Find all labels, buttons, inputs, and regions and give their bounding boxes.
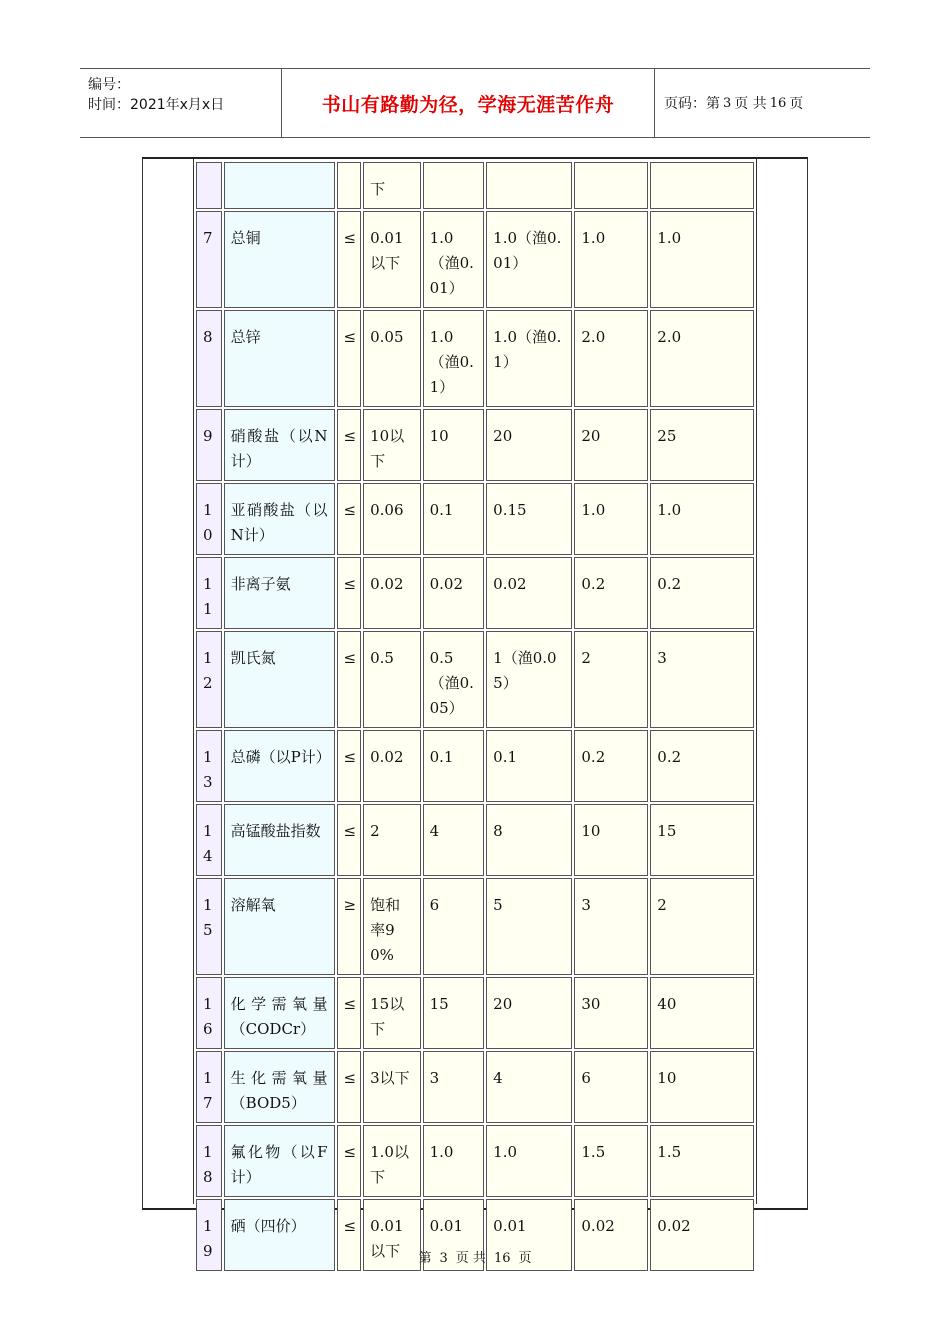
row-number: [196, 878, 222, 975]
code-label: 编号：: [88, 77, 130, 93]
class-2-value: 1.0（渔0.1）: [423, 310, 485, 407]
comparison-operator: ≤: [337, 977, 362, 1049]
page-mid: 页 共: [734, 96, 767, 112]
comparison-operator: [337, 162, 362, 209]
class-2-value: 4: [423, 804, 485, 876]
header-divider: [654, 69, 655, 137]
footer-page-total: 16: [493, 1251, 511, 1266]
page-prefix: 页码：第: [664, 96, 720, 112]
parameter-name: 化学需氧量（CODCr）: [224, 977, 335, 1049]
class-4-value: 1.5: [574, 1125, 648, 1197]
class-3-value: 0.1: [486, 730, 572, 802]
table-row: [196, 162, 754, 209]
class-4-value: 0.2: [574, 557, 648, 629]
table-row: [196, 1125, 754, 1197]
header-page-info: [664, 69, 803, 137]
table-row: [196, 631, 754, 728]
class-5-value: 2.0: [650, 310, 754, 407]
class-5-value: 0.02: [650, 1199, 754, 1271]
row-number: [196, 804, 222, 876]
class-1-value: 0.02: [363, 557, 420, 629]
class-5-value: [650, 162, 754, 209]
class-2-value: 0.02: [423, 557, 485, 629]
row-number: [196, 409, 222, 481]
class-1-value: 15以下: [363, 977, 420, 1049]
class-4-value: 0.02: [574, 1199, 648, 1271]
footer-prefix: 第: [418, 1251, 432, 1266]
comparison-operator: ≤: [337, 483, 362, 555]
table-row: [196, 310, 754, 407]
row-number-text: 11: [203, 575, 213, 618]
comparison-operator: ≤: [337, 310, 362, 407]
row-number-text: 14: [203, 822, 213, 865]
comparison-operator: ≤: [337, 1125, 362, 1197]
class-3-value: 1.0（渔0.1）: [486, 310, 572, 407]
comparison-operator: ≤: [337, 631, 362, 728]
parameter-name: 亚硝酸盐（以N计）: [224, 483, 335, 555]
class-4-value: 1.0: [574, 211, 648, 308]
row-number-text: 16: [203, 995, 213, 1038]
class-5-value: 25: [650, 409, 754, 481]
row-number-text: 13: [203, 748, 213, 791]
class-1-value: 10以下: [363, 409, 420, 481]
class-3-value: 0.02: [486, 557, 572, 629]
class-3-value: 1.0（渔0.01）: [486, 211, 572, 308]
row-number: [196, 977, 222, 1049]
class-1-value: 0.01以下: [363, 1199, 420, 1271]
class-1-value: 0.5: [363, 631, 420, 728]
row-number: [196, 162, 222, 209]
row-number: [196, 483, 222, 555]
class-5-value: 0.2: [650, 557, 754, 629]
footer-mid: 页 共: [455, 1251, 486, 1266]
date-line: 时间：2021年x月x日: [88, 97, 225, 113]
table-row: [196, 557, 754, 629]
class-4-value: 20: [574, 409, 648, 481]
class-3-value: 4: [486, 1051, 572, 1123]
table-row: [196, 211, 754, 308]
row-number-text: 15: [203, 896, 213, 939]
page-header: [80, 68, 870, 138]
parameter-name: 凯氏氮: [224, 631, 335, 728]
row-number: [196, 631, 222, 728]
class-4-value: 6: [574, 1051, 648, 1123]
class-5-value: 3: [650, 631, 754, 728]
table-row: [196, 878, 754, 975]
row-number: [196, 557, 222, 629]
row-number-text: 8: [203, 328, 213, 346]
row-number-text: 18: [203, 1143, 213, 1186]
footer-page-number: 3: [439, 1251, 448, 1266]
page-total: 16: [769, 95, 787, 111]
class-5-value: 15: [650, 804, 754, 876]
class-5-value: 40: [650, 977, 754, 1049]
class-4-value: 2: [574, 631, 648, 728]
class-4-value: 0.2: [574, 730, 648, 802]
class-2-value: 0.01: [423, 1199, 485, 1271]
class-2-value: 0.1: [423, 730, 485, 802]
comparison-operator: ≤: [337, 211, 362, 308]
class-1-value: 0.06: [363, 483, 420, 555]
table-row: [196, 1051, 754, 1123]
class-4-value: 2.0: [574, 310, 648, 407]
class-1-value: 1.0以下: [363, 1125, 420, 1197]
row-number-text: 10: [203, 501, 213, 544]
class-4-value: 10: [574, 804, 648, 876]
row-number: [196, 310, 222, 407]
parameter-name: 总铜: [224, 211, 335, 308]
class-3-value: 0.01: [486, 1199, 572, 1271]
header-meta: [88, 75, 278, 115]
comparison-operator: ≥: [337, 878, 362, 975]
class-2-value: 0.5（渔0.05）: [423, 631, 485, 728]
row-number: [196, 211, 222, 308]
page-footer: [0, 1247, 950, 1266]
class-3-value: 1.0: [486, 1125, 572, 1197]
comparison-operator: ≤: [337, 557, 362, 629]
class-2-value: 1.0: [423, 1125, 485, 1197]
footer-suffix: 页: [518, 1251, 532, 1266]
table-row: [196, 409, 754, 481]
class-1-value: 饱和率90%: [363, 878, 420, 975]
parameter-name: 硒（四价）: [224, 1199, 335, 1271]
parameter-name: 总磷（以P计）: [224, 730, 335, 802]
class-2-value: 3: [423, 1051, 485, 1123]
parameter-name: 生化需氧量（BOD5）: [224, 1051, 335, 1123]
class-1-value: 0.05: [363, 310, 420, 407]
class-1-value: 3以下: [363, 1051, 420, 1123]
class-2-value: [423, 162, 485, 209]
comparison-operator: ≤: [337, 1199, 362, 1271]
class-1-value: 2: [363, 804, 420, 876]
class-4-value: 30: [574, 977, 648, 1049]
table-row: [196, 483, 754, 555]
class-5-value: 1.0: [650, 483, 754, 555]
class-5-value: 1.5: [650, 1125, 754, 1197]
frame-line: [756, 159, 757, 1204]
row-number-text: 19: [203, 1217, 213, 1260]
table-row: [196, 977, 754, 1049]
parameter-name: 硝酸盐（以N计）: [224, 409, 335, 481]
parameter-name: 非离子氨: [224, 557, 335, 629]
class-5-value: 1.0: [650, 211, 754, 308]
class-3-value: 20: [486, 977, 572, 1049]
class-2-value: 15: [423, 977, 485, 1049]
comparison-operator: ≤: [337, 409, 362, 481]
row-number-text: 7: [203, 229, 213, 247]
class-5-value: 2: [650, 878, 754, 975]
class-1-value: 0.01以下: [363, 211, 420, 308]
class-2-value: 1.0（渔0.01）: [423, 211, 485, 308]
class-4-value: [574, 162, 648, 209]
comparison-operator: ≤: [337, 730, 362, 802]
row-number-text: 17: [203, 1069, 213, 1112]
header-motto: 书山有路勤为径，学海无涯苦作舟: [321, 93, 615, 116]
class-3-value: 8: [486, 804, 572, 876]
parameter-name: 氟化物（以F计）: [224, 1125, 335, 1197]
class-4-value: 1.0: [574, 483, 648, 555]
row-number-text: 12: [203, 649, 213, 692]
row-number: [196, 730, 222, 802]
class-5-value: 10: [650, 1051, 754, 1123]
table-row: [196, 804, 754, 876]
class-2-value: 0.1: [423, 483, 485, 555]
parameter-name: 高锰酸盐指数: [224, 804, 335, 876]
class-1-value: 0.02: [363, 730, 420, 802]
class-4-value: 3: [574, 878, 648, 975]
row-number: [196, 1125, 222, 1197]
class-5-value: 0.2: [650, 730, 754, 802]
parameter-name: [224, 162, 335, 209]
page-number: 3: [723, 95, 732, 111]
row-number-text: 9: [203, 427, 213, 445]
class-3-value: 5: [486, 878, 572, 975]
parameter-name: 溶解氧: [224, 878, 335, 975]
page-suffix: 页: [789, 96, 804, 112]
water-quality-table: [194, 160, 756, 1273]
comparison-operator: ≤: [337, 1051, 362, 1123]
class-2-value: 10: [423, 409, 485, 481]
class-3-value: 1（渔0.05）: [486, 631, 572, 728]
row-number: [196, 1051, 222, 1123]
table-row: [196, 730, 754, 802]
class-3-value: 0.15: [486, 483, 572, 555]
class-2-value: 6: [423, 878, 485, 975]
parameter-name: 总锌: [224, 310, 335, 407]
class-3-value: [486, 162, 572, 209]
comparison-operator: ≤: [337, 804, 362, 876]
class-1-value: 下: [363, 162, 420, 209]
class-3-value: 20: [486, 409, 572, 481]
